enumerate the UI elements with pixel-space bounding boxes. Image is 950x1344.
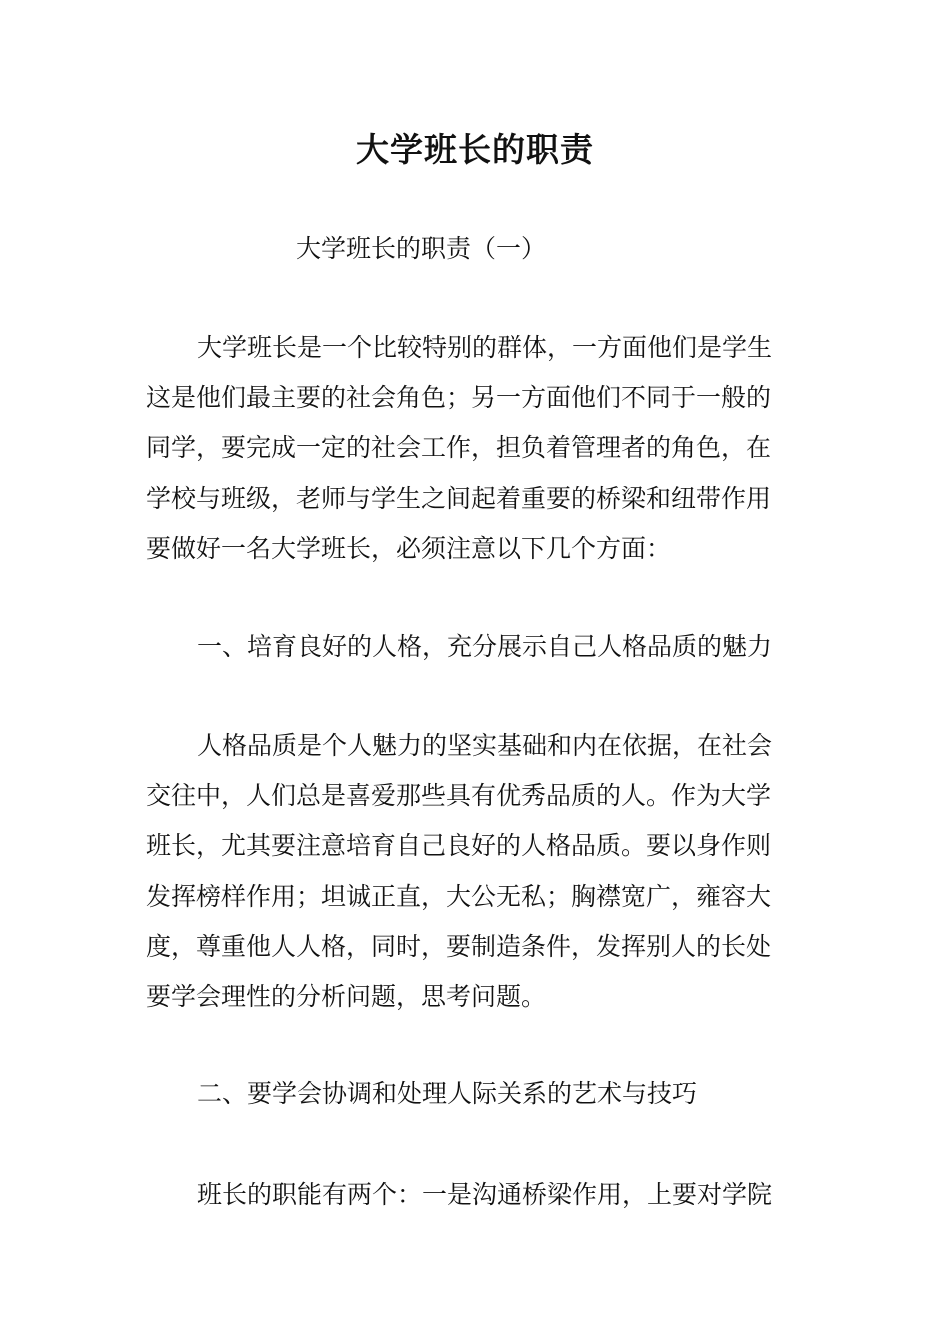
- paragraph-line: 同学，要完成一定的社会工作，担负着管理者的角色，在: [146, 433, 772, 463]
- section-heading-2: 二、要学会协调和处理人际关系的艺术与技巧: [197, 1079, 698, 1108]
- section2-paragraph: [146, 1170, 806, 1220]
- paragraph-line: 要做好一名大学班长，必须注意以下几个方面：: [146, 533, 672, 563]
- paragraph-line: 发挥榜样作用；坦诚正直，大公无私；胸襟宽广，雍容大: [146, 881, 772, 911]
- page-title: 大学班长的职责: [356, 130, 594, 169]
- paragraph-line: 交往中，人们总是喜爱那些具有优秀品质的人。作为大学: [146, 781, 772, 811]
- paragraph-line: 要学会理性的分析问题，思考问题。: [146, 981, 547, 1011]
- paragraph-line: 人格品质是个人魅力的坚实基础和内在依据，在社会: [197, 731, 773, 760]
- section-heading-1: 一、培育良好的人格，充分展示自己人格品质的魅力: [197, 632, 773, 661]
- paragraph-line: 班长，尤其要注意培育自己良好的人格品质。要以身作则: [146, 831, 772, 861]
- paragraph-line: 学校与班级，老师与学生之间起着重要的桥梁和纽带作用: [146, 483, 772, 513]
- paragraph-line: 这是他们最主要的社会角色；另一方面他们不同于一般的: [146, 383, 772, 413]
- section1-paragraph: [146, 721, 806, 1022]
- paragraph-line: 度，尊重他人人格，同时，要制造条件，发挥别人的长处: [146, 931, 772, 961]
- paragraph-line: 大学班长是一个比较特别的群体，一方面他们是学生: [197, 333, 773, 362]
- paragraph-line: 班长的职能有两个：一是沟通桥梁作用，上要对学院: [197, 1180, 773, 1209]
- intro-paragraph: [146, 323, 806, 574]
- page-subtitle: 大学班长的职责（一）: [296, 234, 547, 263]
